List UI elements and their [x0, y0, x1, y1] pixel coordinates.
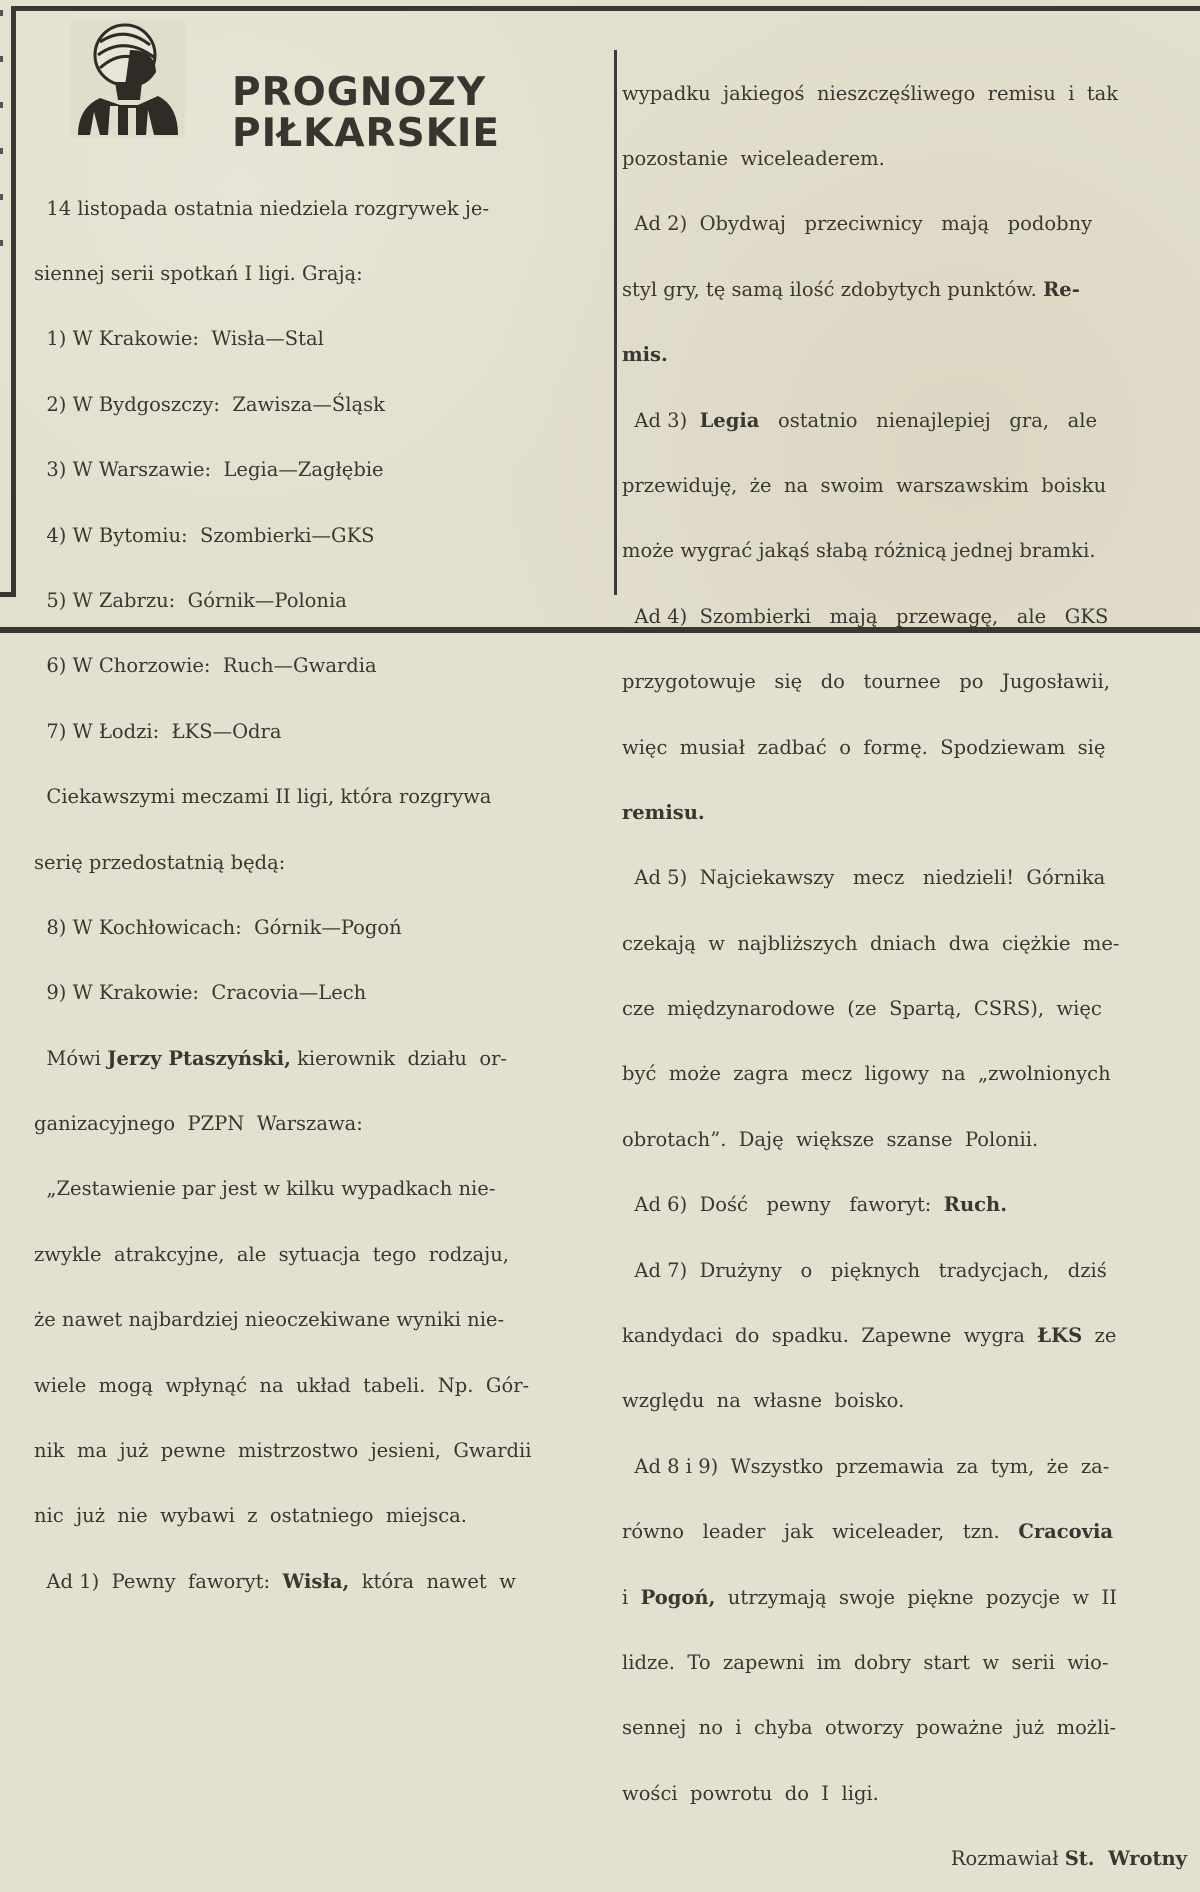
ad5-line: obrotach”. Daję większe szanse Polonii. — [622, 1127, 1039, 1151]
title-line-1: PROGNOZY — [232, 70, 487, 115]
ad7-team: ŁKS — [1037, 1324, 1083, 1348]
speaker-line: ganizacyjnego PZPN Warszawa: — [34, 1112, 363, 1136]
left-column — [34, 154, 599, 1614]
ad1-line: pozostanie wiceleaderem. — [622, 146, 885, 170]
ad3-line — [622, 410, 1187, 432]
byline-author: St. Wrotny — [1064, 1847, 1187, 1871]
ad4-line: Ad 4) Szombierki mają przewagę, ale GKS — [622, 604, 1109, 628]
left-border-rule — [11, 6, 16, 596]
ad2-line — [622, 279, 1187, 301]
ad89-team: Pogoń, — [640, 1585, 716, 1609]
article-header — [70, 20, 570, 156]
byline-pre: Rozmawiał — [950, 1847, 1065, 1871]
ii-liga-intro-line: serię przedostatnią będą: — [34, 850, 286, 874]
title-line-2: PIŁKARSKIE — [232, 111, 501, 156]
speaker-post: kierownik działu or- — [290, 1046, 507, 1070]
ad1-line: wypadku jakiegoś nieszczęśliwego remisu i tak — [622, 81, 1119, 105]
ad1-post: która nawet w — [349, 1569, 516, 1593]
byline — [622, 1848, 1187, 1870]
fixture-item: 9) W Krakowie: Cracovia—Lech — [34, 981, 367, 1005]
ad89-line — [622, 1587, 1187, 1609]
speaker-pre: Mówi — [34, 1046, 108, 1070]
ad5-line: być może zagra mecz ligowy na „zwolnionych — [622, 1062, 1111, 1086]
fixture-item: 6) W Chorzowie: Ruch—Gwardia — [34, 654, 377, 678]
ii-liga-intro-line: Ciekawszymi meczami II ligi, która rozgrywa — [34, 785, 492, 809]
margin-marks — [0, 10, 4, 310]
ad3-team: Legia — [699, 408, 760, 432]
ad2-line: Ad 2) Obydwaj przeciwnicy mają podobny — [622, 212, 1093, 236]
fixture-item: 4) W Bytomiu: Szombierki—GKS — [34, 523, 375, 547]
left-border-foot — [0, 592, 16, 597]
ad7-line — [622, 1325, 1187, 1347]
ad89-line — [622, 1521, 1187, 1543]
ad89-line: sennej no i chyba otworzy poważne już możli- — [622, 1716, 1117, 1740]
article-title — [232, 72, 500, 154]
quote-line: „Zestawienie par jest w kilku wypadkach nie- — [34, 1177, 496, 1201]
ad89-team: Cracovia — [1018, 1520, 1114, 1544]
ad5-line: Ad 5) Najciekawszy mecz niedzieli! Górnika — [622, 866, 1106, 890]
quote-line: że nawet najbardziej nieoczekiwane wyniki nie- — [34, 1308, 505, 1332]
ad6-line — [622, 1194, 1187, 1216]
fixture-item: 3) W Warszawie: Legia—Zagłębie — [34, 458, 384, 482]
ad6-pre: Ad 6) Dość pewny faworyt: — [622, 1193, 944, 1217]
ad7-line: względu na własne boisko. — [622, 1389, 905, 1413]
top-border-rule — [12, 6, 1200, 11]
ad2-verdict: Re- — [1043, 277, 1080, 301]
fixture-item: 7) W Łodzi: ŁKS—Odra — [34, 719, 282, 743]
ad2-verdict: mis. — [622, 343, 668, 367]
ad89-pre: równo leader jak wiceleader, tzn. — [622, 1520, 1019, 1544]
fixture-item: 2) W Bydgoszczy: Zawisza—Śląsk — [34, 392, 385, 416]
ad2-pre: styl gry, tę samą ilość zdobytych punktów. — [622, 277, 1044, 301]
fixture-item: 5) W Zabrzu: Górnik—Polonia — [34, 588, 347, 612]
ad5-line: cze międzynarodowe (ze Spartą, CSRS), więc — [622, 997, 1102, 1021]
quote-line: wiele mogą wpłynąć na układ tabeli. Np. Gór- — [34, 1373, 530, 1397]
ad4-line: przygotowuje się do tournee po Jugosławii, — [622, 670, 1110, 694]
ad1-team: Wisła, — [282, 1569, 350, 1593]
fixture-item: 8) W Kochłowicach: Górnik—Pogoń — [34, 915, 402, 939]
quote-line: nik ma już pewne mistrzostwo jesieni, Gwardii — [34, 1439, 532, 1463]
right-column — [622, 39, 1187, 1892]
ad1-line — [34, 1571, 599, 1593]
ad5-line: czekają w najbliższych dniach dwa ciężkie me- — [622, 931, 1120, 955]
ad89-post: utrzymają swoje piękne pozycje w II — [715, 1585, 1117, 1609]
ad7-line: Ad 7) Drużyny o pięknych tradycjach, dziś — [622, 1258, 1107, 1282]
intro-line: 14 listopada ostatnia niedziela rozgrywek je- — [34, 196, 490, 220]
ad4-line: więc musiał zadbać o formę. Spodziewam się — [622, 735, 1106, 759]
intro-line: siennej serii spotkań I ligi. Grają: — [34, 261, 363, 285]
quote-line: nic już nie wybawi z ostatniego miejsca. — [34, 1504, 467, 1528]
ad89-line: Ad 8 i 9) Wszystko przemawia za tym, że za- — [622, 1454, 1110, 1478]
speaker-line — [34, 1048, 599, 1070]
football-player-icon — [70, 20, 185, 138]
ad7-pre: kandydaci do spadku. Zapewne wygra — [622, 1324, 1038, 1348]
ad3-line: może wygrać jakąś słabą różnicą jednej bramki. — [622, 539, 1096, 563]
ad3-line: przewiduję, że na swoim warszawskim boisku — [622, 473, 1107, 497]
ad7-post: ze — [1082, 1324, 1117, 1348]
fixture-item: 1) W Krakowie: Wisła—Stal — [34, 327, 324, 351]
ad89-line: lidze. To zapewni im dobry start w serii wio- — [622, 1650, 1109, 1674]
ad4-verdict: remisu. — [622, 800, 705, 824]
quote-line: zwykle atrakcyjne, ale sytuacja tego rodzaju, — [34, 1242, 509, 1266]
ad89-pre: i — [622, 1585, 641, 1609]
column-divider — [614, 50, 617, 595]
speaker-name: Jerzy Ptaszyński, — [107, 1046, 291, 1070]
ad6-team: Ruch. — [943, 1193, 1008, 1217]
ad3-post: ostatnio nienajlepiej gra, ale — [759, 408, 1098, 432]
ad3-pre: Ad 3) — [622, 408, 700, 432]
ad1-pre: Ad 1) Pewny faworyt: — [34, 1569, 283, 1593]
ad89-line: wości powrotu do I ligi. — [622, 1781, 879, 1805]
